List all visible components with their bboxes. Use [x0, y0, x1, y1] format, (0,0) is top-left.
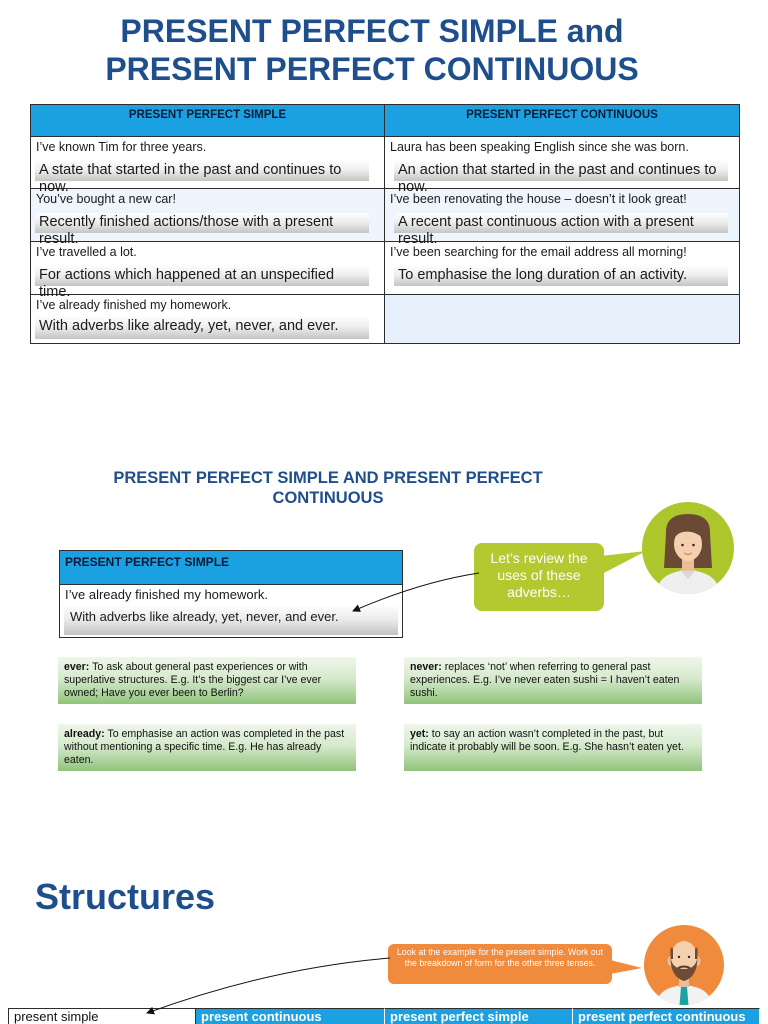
structure-header-present-perfect-continuous: present perfect continuous	[573, 1008, 760, 1024]
usage-explanation: A recent past continuous action with a present result.	[394, 213, 728, 233]
usage-explanation: With adverbs like already, yet, never, and ever.	[64, 606, 398, 635]
green-bubble-tail	[600, 551, 646, 575]
man-avatar-icon	[644, 925, 724, 1005]
table-cell-continuous	[385, 242, 739, 294]
table-row	[31, 242, 739, 300]
example-sentence: I’ve travelled a lot.	[36, 245, 137, 259]
adverb-term: never:	[410, 661, 442, 673]
structures-table-header	[8, 1008, 760, 1024]
usage-explanation: To emphasise the long duration of an activity.	[394, 266, 728, 286]
example-sentence: I’ve known Tim for three years.	[36, 140, 207, 154]
usage-explanation: A state that started in the past and continues to now.	[35, 161, 369, 181]
table-row	[31, 295, 739, 343]
adverb-term: already:	[64, 728, 105, 740]
speech-bubble-review: Let’s review the uses of these adverbs…	[474, 543, 604, 611]
table-cell-continuous	[385, 189, 739, 247]
example-sentence: I’ve already finished my homework.	[36, 298, 232, 312]
adverb-card-never	[404, 657, 702, 704]
structure-header-present-continuous: present continuous	[196, 1008, 385, 1024]
usage-explanation: An action that started in the past and continues to now.	[394, 161, 728, 181]
slide2-title: PRESENT PERFECT SIMPLE AND PRESENT PERFECT CONTINUOUS	[113, 469, 543, 507]
comparison-table-header	[31, 105, 739, 137]
table-cell-simple	[31, 242, 385, 300]
table-cell-simple	[31, 189, 385, 247]
table-row	[31, 137, 739, 195]
table-cell-simple	[31, 137, 385, 195]
example-sentence: Laura has been speaking English since she was born.	[390, 140, 689, 154]
woman-avatar-icon	[642, 502, 734, 594]
structure-header-present-perfect-simple: present perfect simple	[385, 1008, 573, 1024]
adverb-card-yet	[404, 724, 702, 771]
table-cell-continuous-empty	[385, 295, 739, 343]
table-cell-continuous	[385, 137, 739, 195]
structure-cell-present-simple: present simple	[8, 1008, 196, 1024]
adverb-description: To ask about general past experiences or with superlative structures. E.g. It’s the biggest car I’ve ever owned; Have you ever been to Berlin?	[64, 661, 322, 699]
adverb-term: ever:	[64, 661, 90, 673]
adverb-description: replaces ‘not’ when referring to general past experiences. E.g. I’ve never eaten sushi = I haven’t eaten sushi.	[410, 661, 680, 699]
adverb-term: yet:	[410, 728, 429, 740]
adverb-description: To emphasise an action was completed in the past without mentioning a specific time. E.g. He has already eaten.	[64, 728, 345, 766]
column-header-simple: PRESENT PERFECT SIMPLE	[31, 105, 385, 136]
slide1-title-line2: PRESENT PERFECT CONTINUOUS	[105, 51, 639, 87]
present-perfect-simple-header: PRESENT PERFECT SIMPLE	[60, 551, 402, 585]
usage-explanation: Recently finished actions/those with a present result.	[35, 213, 369, 233]
speech-bubble-instructions: Look at the example for the present simple. Work out the breakdown of form for the other three tenses.	[388, 944, 612, 984]
example-sentence: You’ve bought a new car!	[36, 192, 176, 206]
present-perfect-simple-box	[59, 550, 403, 638]
table-row	[31, 189, 739, 247]
column-header-continuous: PRESENT PERFECT CONTINUOUS	[466, 109, 658, 121]
arrow-to-present-simple	[147, 958, 390, 1013]
adverb-description: to say an action wasn’t completed in the past, but indicate it probably will be soon. E.g. She hasn’t eaten yet.	[410, 728, 684, 753]
example-sentence: I’ve been renovating the house – doesn’t it look great!	[390, 192, 687, 206]
table-cell-simple	[31, 295, 385, 343]
slide1-title-line1: PRESENT PERFECT SIMPLE and	[120, 13, 624, 49]
orange-bubble-tail	[610, 960, 642, 974]
usage-explanation: With adverbs like already, yet, never, and ever.	[35, 317, 369, 339]
comparison-table	[30, 104, 740, 344]
adverb-card-already	[58, 724, 356, 771]
structures-title: Structures	[35, 876, 216, 917]
example-sentence: I’ve already finished my homework.	[65, 587, 269, 602]
slide1-title	[0, 12, 744, 88]
adverb-card-ever	[58, 657, 356, 704]
example-sentence: I’ve been searching for the email address all morning!	[390, 245, 687, 259]
usage-explanation: For actions which happened at an unspecified time.	[35, 266, 369, 286]
